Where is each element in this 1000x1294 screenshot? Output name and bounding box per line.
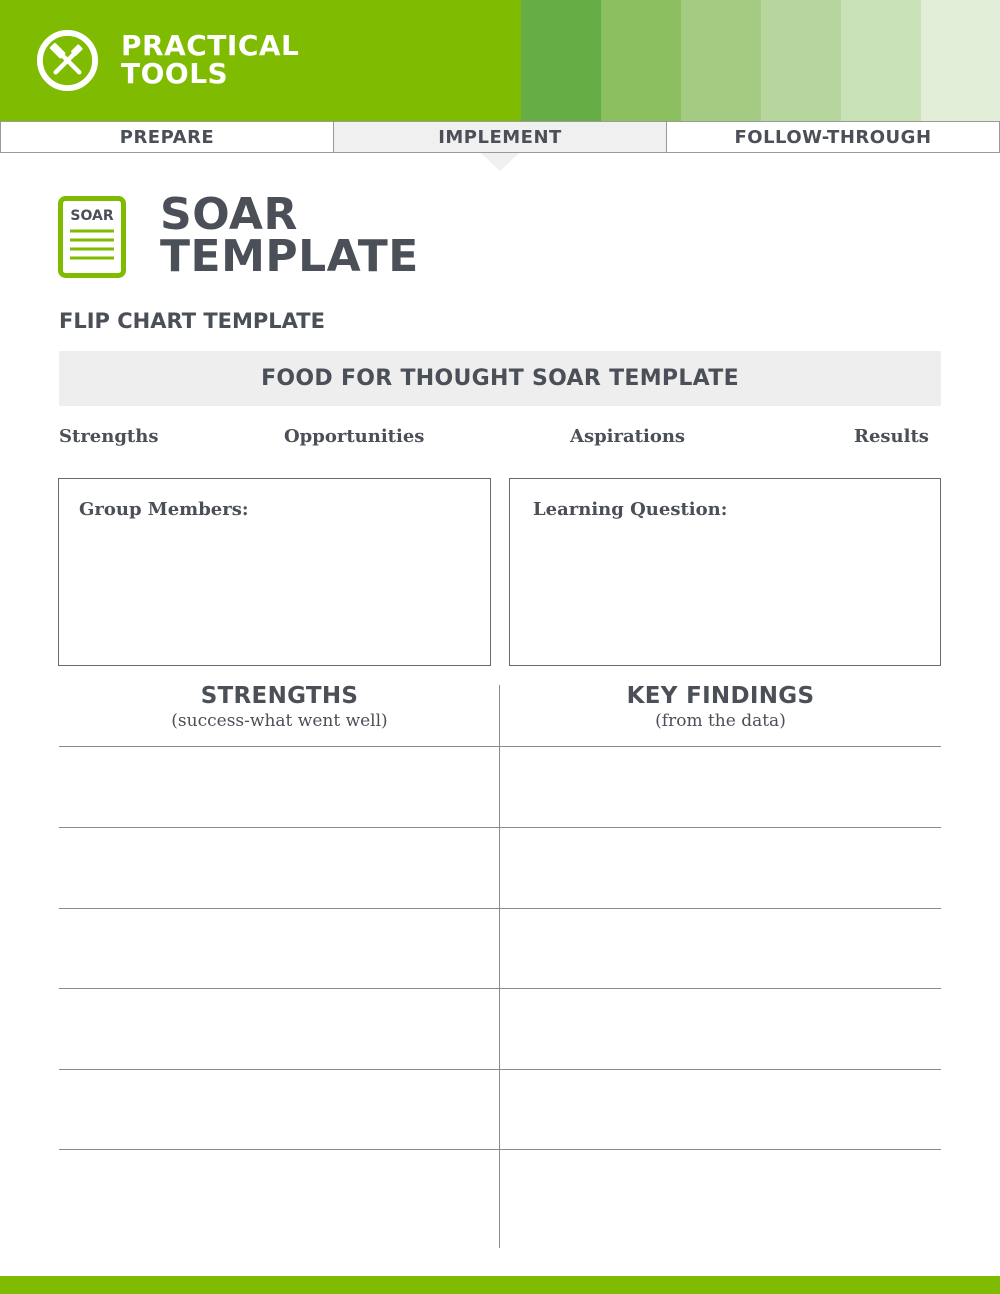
template-band-title: FOOD FOR THOUGHT SOAR TEMPLATE <box>59 351 941 406</box>
tools-icon <box>36 29 99 92</box>
phase-tabs <box>0 121 1000 153</box>
color-swatch <box>921 0 1000 121</box>
page-title <box>160 189 419 282</box>
key-findings-cell[interactable] <box>500 747 940 827</box>
learning-question-label: Learning Question: <box>533 499 728 520</box>
soar-word-opportunities: Opportunities <box>284 426 425 447</box>
color-swatch <box>521 0 601 121</box>
title-line-2: TEMPLATE <box>160 231 419 282</box>
title-line-1: SOAR <box>160 189 298 240</box>
section-subtitle: FLIP CHART TEMPLATE <box>59 309 325 333</box>
learning-question-box[interactable] <box>509 478 941 666</box>
key-findings-cell[interactable] <box>500 1070 940 1150</box>
key-findings-column-header <box>500 682 941 732</box>
strengths-cell[interactable] <box>59 747 499 827</box>
color-swatch <box>681 0 761 121</box>
tab-implement[interactable]: IMPLEMENT <box>333 121 667 153</box>
strengths-cell[interactable] <box>59 909 499 989</box>
strengths-cell[interactable] <box>59 1070 499 1150</box>
group-members-label: Group Members: <box>79 499 249 520</box>
tab-follow-through[interactable]: FOLLOW-THROUGH <box>666 121 1000 153</box>
document-icon <box>58 196 126 278</box>
key-findings-cell[interactable] <box>500 909 940 989</box>
soar-word-results: Results <box>854 426 929 447</box>
color-swatch <box>601 0 681 121</box>
soar-word-strengths: Strengths <box>59 426 159 447</box>
document-icon-label: SOAR <box>70 208 114 224</box>
strengths-column-header <box>59 682 500 732</box>
soar-word-aspirations: Aspirations <box>570 426 686 447</box>
strengths-cell[interactable] <box>59 1150 499 1230</box>
group-members-box[interactable] <box>58 478 491 666</box>
strengths-column-subtitle: (success-what went well) <box>171 711 388 731</box>
key-findings-cell[interactable] <box>500 1150 940 1230</box>
strengths-column-title: STRENGTHS <box>200 683 359 709</box>
brand-line-1: PRACTICAL <box>121 29 300 62</box>
key-findings-column-title: KEY FINDINGS <box>626 683 815 709</box>
brand-name <box>121 29 300 90</box>
tab-prepare[interactable]: PREPARE <box>0 121 334 153</box>
key-findings-cell[interactable] <box>500 989 940 1069</box>
strengths-cell[interactable] <box>59 828 499 908</box>
active-tab-pointer <box>481 153 519 171</box>
color-swatch <box>841 0 921 121</box>
strengths-cell[interactable] <box>59 989 499 1069</box>
color-swatch <box>761 0 841 121</box>
brand-line-2: TOOLS <box>121 57 229 90</box>
footer-bar <box>0 1276 1000 1294</box>
key-findings-cell[interactable] <box>500 828 940 908</box>
key-findings-column-subtitle: (from the data) <box>655 711 786 731</box>
